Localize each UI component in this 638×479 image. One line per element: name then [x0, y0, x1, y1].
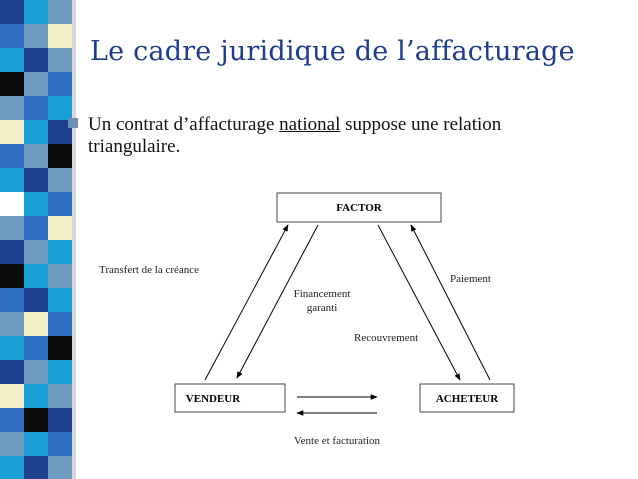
label-paiement: Paiement: [450, 273, 491, 285]
factor-label: FACTOR: [336, 202, 382, 214]
arrow-paiement: [411, 225, 490, 380]
bullet-underlined-word: national: [279, 114, 341, 135]
vendeur-label: VENDEUR: [185, 393, 241, 405]
slide-title: Le cadre juridique de l’affacturage: [90, 36, 575, 67]
label-transfert: Transfert de la créance: [99, 264, 200, 276]
bullet-text-start: Un contrat d’affacturage: [88, 114, 280, 135]
arrow-transfert: [205, 225, 288, 380]
acheteur-label: ACHETEUR: [435, 393, 499, 405]
bullet-text-end: suppose une relation triangulaire.: [88, 114, 502, 157]
label-financement-1: Financement: [293, 288, 351, 300]
label-recouvrement: Recouvrement: [354, 332, 419, 344]
arrow-recouvrement: [378, 225, 460, 380]
label-financement-2: garanti: [306, 302, 338, 314]
label-vente: Vente et facturation: [293, 435, 381, 447]
